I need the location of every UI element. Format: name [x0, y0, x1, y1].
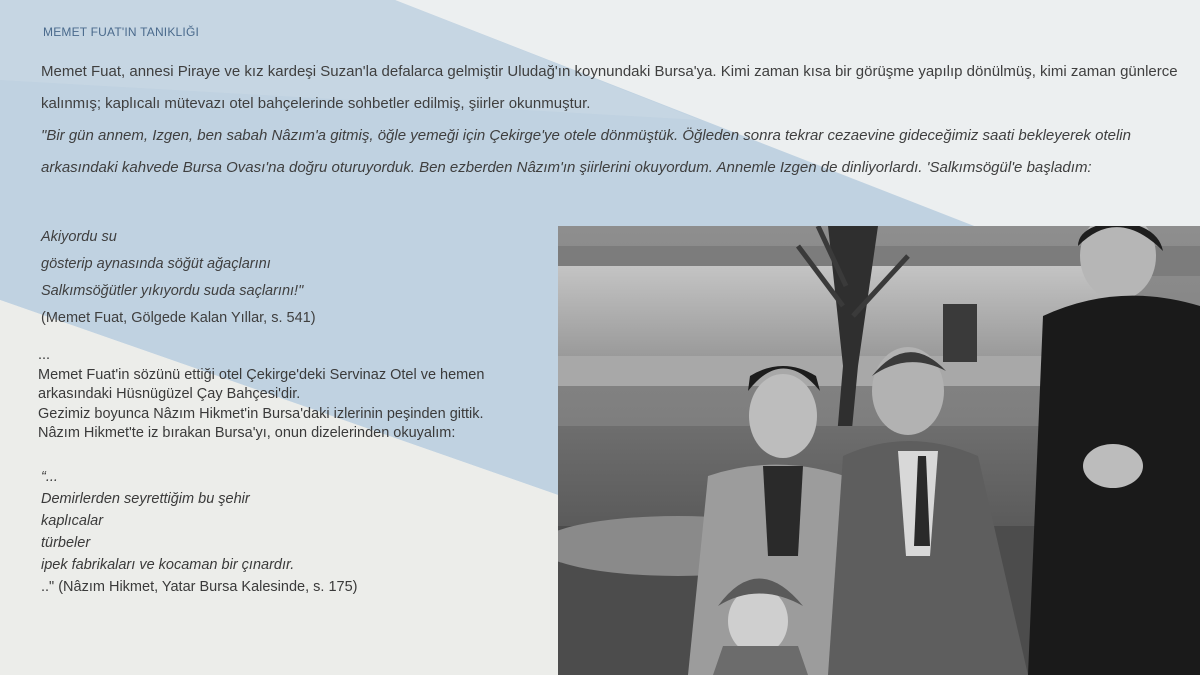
- historical-photo: [558, 226, 1200, 675]
- poem-open: “...: [41, 469, 58, 485]
- note-line: Nâzım Hikmet'te iz bırakan Bursa'yı, onun dizelerinden okuyalım:: [38, 425, 456, 441]
- note-text: [38, 346, 563, 444]
- poem-salkimsogut: [41, 224, 316, 332]
- note-line: arkasındaki Hüsnügüzel Çay Bahçesi'dir.: [38, 386, 301, 402]
- poem-line: Salkımsöğütler yıkıyordu suda saçlarını!": [41, 283, 304, 299]
- note-line: Gezimiz boyunca Nâzım Hikmet'in Bursa'daki izlerinin peşinden gittik.: [38, 405, 484, 422]
- note-ellipsis: ...: [38, 347, 51, 363]
- intro-text: [41, 56, 1191, 184]
- intro-quote: "Bir gün annem, Izgen, ben sabah Nâzım'a gitmiş, öğle yemeği için Çekirge'ye otele dönmüştük. Öğleden sonra tekrar cezaevine gideceğimiz saati bekleyerek otelin arkasındaki kahvede Bursa Ovası'na doğru oturuyorduk. Ben ezberden Nâzım'ın şiirlerini okuyordum. Annemle Izgen de dinliyorlardı. 'Salkımsögül'e başladım:: [41, 127, 1131, 176]
- poem-line: Akiyordu su: [41, 229, 117, 245]
- note-line: Memet Fuat'in sözünü ettiği otel Çekirge'deki Servinaz Otel ve hemen: [38, 366, 485, 383]
- poem-line: ipek fabrikaları ve kocaman bir çınardır.: [41, 557, 295, 573]
- poem-source: .." (Nâzım Hikmet, Yatar Bursa Kalesinde, s. 175): [41, 579, 358, 595]
- poem-line: türbeler: [41, 535, 91, 551]
- poem-line: kaplıcalar: [41, 513, 104, 529]
- poem-bursa: [41, 466, 357, 598]
- section-heading: MEMET FUAT'IN TANIKLIĞI: [43, 25, 200, 39]
- poem-line: Demirlerden seyrettiğim bu şehir: [41, 491, 250, 507]
- intro-paragraph: Memet Fuat, annesi Piraye ve kız kardeşi Suzan'la defalarca gelmiştir Uludağ'ın koynundaki Bursa'ya. Kimi zaman kısa bir görüşme yapılıp dönülmüş, kimi zaman günlerce kalınmış; kaplıcalı mütevazı otel bahçelerinde sohbetler edilmiş, şiirler okunmuştur.: [41, 63, 1178, 112]
- photo-illustration: [558, 226, 1200, 675]
- poem-source: (Memet Fuat, Gölgede Kalan Yıllar, s. 541): [41, 310, 316, 326]
- poem-line: gösterip aynasında söğüt ağaçlarını: [41, 256, 271, 272]
